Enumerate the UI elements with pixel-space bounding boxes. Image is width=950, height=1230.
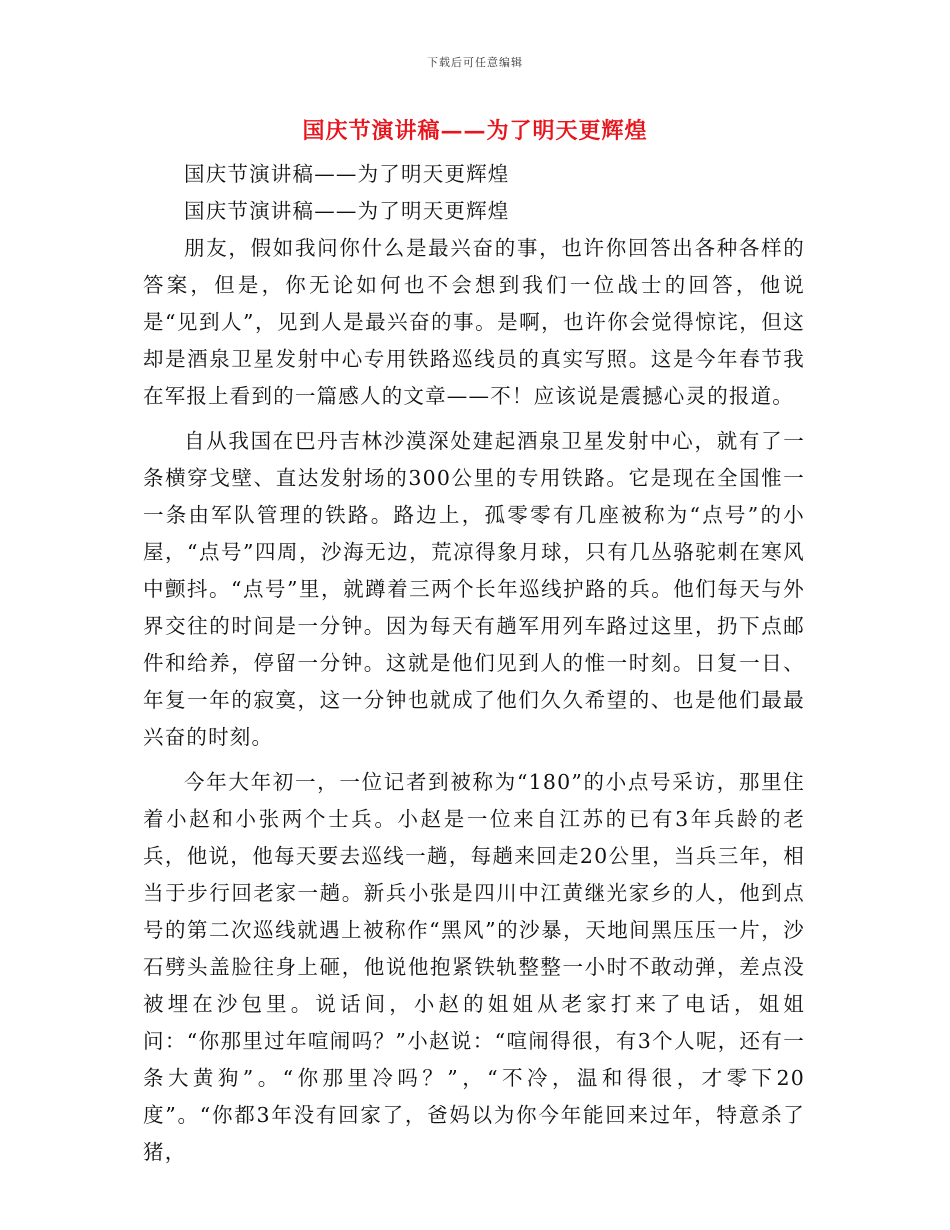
paragraph-railway: 自从我国在巴丹吉林沙漠深处建起酒泉卫星发射中心，就有了一条横穿戈壁、直达发射场的300公里的专用铁路。它是现在全国惟一一条由军队管理的铁路。路边上，孤零零有几座被称为“点号”的小屋，“点号”四周，沙海无边，荒凉得象月球，只有几丛骆驼刺在寒风中颤抖。“点号”里，就蹲着三两个长年巡线护路的兵。他们每天与外界交往的时间是一分钟。因为每天有趟军用列车路过这里，扔下点邮件和给养，停留一分钟。这就是他们见到人的惟一时刻。日复一日、年复一年的寂寞，这一分钟也就成了他们久久希望的、也是他们最最兴奋的时刻。 (143, 429, 805, 749)
paragraph-new-year: 今年大年初一，一位记者到被称为“180”的小点号采访，那里住着小赵和小张两个士兵。小赵是一位来自江苏的已有3年兵龄的老兵，他说，他每天要去巡线一趟，每趟来回走20公里，当兵三年，相当于步行回老家一趟。新兵小张是四川中江黄继光家乡的人，他到点号的第二次巡线就遇上被称作“黑风”的沙暴，天地间黑压压一片，沙石劈头盖脸往身上砸，他说他抱紧铁轨整整一小时不敢动弹，差点没被埋在沙包里。说话间，小赵的姐姐从老家打来了电话，姐姐问：“你那里过年喧闹吗？”小赵说：“喧闹得很，有3个人呢，还有一条大黄狗”。“你那里冷吗？”，“不冷，温和得很，才零下20度”。“你都3年没有回家了，爸妈以为你今年能回来过年，特意杀了猪， (143, 770, 805, 1164)
paragraph-subtitle-1: 国庆节演讲稿——为了明天更辉煌 (184, 162, 510, 186)
paragraph-subtitle-2: 国庆节演讲稿——为了明天更辉煌 (184, 199, 510, 223)
paragraph-intro: 朋友，假如我问你什么是最兴奋的事，也许你回答出各种各样的答案，但是，你无论如何也不会想到我们一位战士的回答，他说是“见到人”，见到人是最兴奋的事。是啊，也许你会觉得惊诧，但这却是酒泉卫星发射中心专用铁路巡线员的真实写照。这是今年春节我在军报上看到的一篇感人的文章——不！应该说是震撼心灵的报道。 (143, 236, 805, 408)
document-title: 国庆节演讲稿——为了明天更辉煌 (302, 118, 648, 144)
document-body (143, 156, 805, 1171)
header-note: 下载后可任意编辑 (427, 56, 523, 69)
